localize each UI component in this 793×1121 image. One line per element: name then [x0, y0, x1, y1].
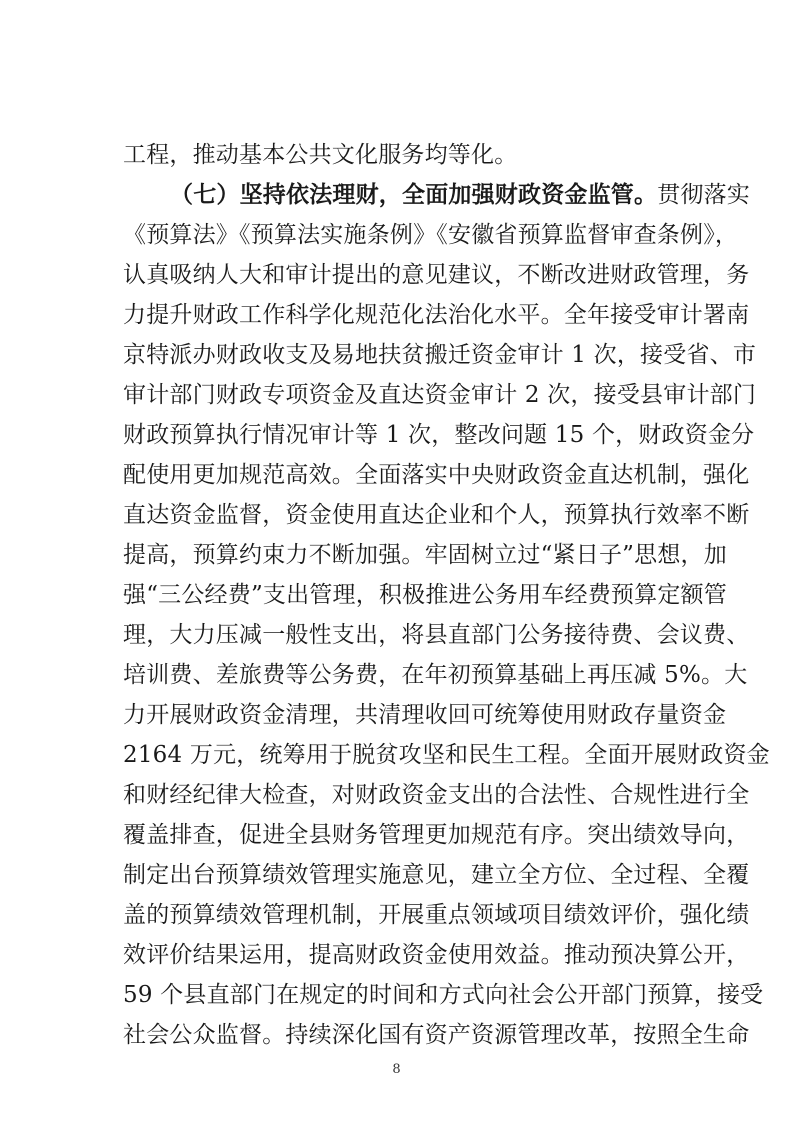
- text-line: 工程，推动基本公共文化服务均等化。: [123, 142, 518, 168]
- text-line: 和财经纪律大检查，对财政资金支出的合法性、合规性进行全: [123, 782, 750, 808]
- page-number: 8: [392, 1062, 401, 1077]
- text-line: 认真吸纳人大和审计提出的意见建议，不断改进财政管理，务: [123, 262, 750, 288]
- text-line: 力开展财政资金清理，共清理收回可统筹使用财政存量资金: [123, 702, 727, 728]
- section-line: [170, 180, 751, 210]
- text-run: 贯彻落实: [657, 182, 751, 208]
- text-line: 覆盖排查，促进全县财务管理更加规范有序。突出绩效导向，: [123, 822, 750, 848]
- text-line: 《预算法》《预算法实施条例》《安徽省预算监督审查条例》，: [123, 222, 739, 248]
- text-line: 直达资金监督，资金使用直达企业和个人，预算执行效率不断: [123, 502, 750, 528]
- text-line: 财政预算执行情况审计等 1 次，整改问题 15 个，财政资金分: [123, 422, 755, 448]
- text-line: 效评价结果运用，提高财政资金使用效益。推动预决算公开，: [123, 942, 750, 968]
- text-line: 配使用更加规范高效。全面落实中央财政资金直达机制，强化: [123, 462, 750, 488]
- text-line: 审计部门财政专项资金及直达资金审计 2 次，接受县审计部门: [123, 382, 757, 408]
- text-line: 培训费、差旅费等公务费，在年初预算基础上再压减 5%。大: [123, 662, 748, 688]
- text-line: 社会公众监督。持续深化国有资产资源管理改革，按照全生命: [123, 1022, 750, 1048]
- text-line: 提高，预算约束力不断加强。牢固树立过“紧日子”思想，加: [123, 542, 727, 568]
- text-line: 59 个县直部门在规定的时间和方式向社会公开部门预算，接受: [123, 982, 764, 1008]
- text-line: 力提升财政工作科学化规范化法治化水平。全年接受审计署南: [123, 302, 750, 328]
- section-heading: （七）坚持依法理财，全面加强财政资金监管。: [170, 182, 658, 208]
- text-line: 制定出台预算绩效管理实施意见，建立全方位、全过程、全覆: [123, 862, 750, 888]
- text-line: 盖的预算绩效管理机制，开展重点领域项目绩效评价，强化绩: [123, 902, 750, 928]
- text-line: 强“三公经费”支出管理，积极推进公务用车经费预算定额管: [123, 582, 727, 608]
- text-line: 理，大力压减一般性支出，将县直部门公务接待费、会议费、: [123, 622, 750, 648]
- text-line: 2164 万元，统筹用于脱贫攻坚和民生工程。全面开展财政资金: [123, 742, 770, 768]
- text-line: 京特派办财政收支及易地扶贫搬迁资金审计 1 次，接受省、市: [123, 342, 757, 368]
